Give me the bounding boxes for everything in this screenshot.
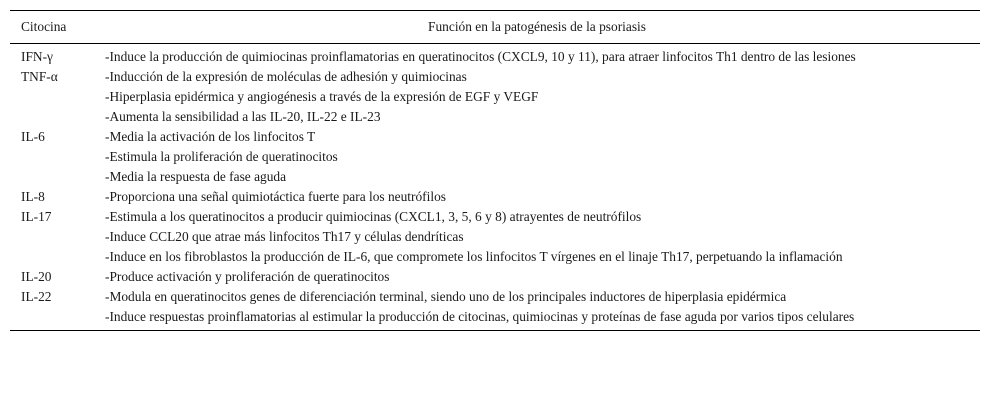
cytokine-table-container [10,10,980,331]
header-row [10,11,980,44]
function-cell [94,287,980,331]
function-line: -Induce la producción de quimiocinas proinflamatorias en queratinocitos (CXCL9, 10 y 11), para atraer linfocitos Th1 dentro de las lesiones [105,49,856,64]
function-line: -Induce respuestas proinflamatorias al estimular la producción de citocinas, quimiocinas y proteínas de fase aguda por varios tipos celulares [105,309,855,324]
function-cell [94,207,980,267]
cytokine-name: IL-17 [21,209,52,224]
table-row-il-6 [10,127,980,187]
function-line: -Media la respuesta de fase aguda [105,169,287,184]
function-cell [94,44,980,68]
header-cytokine: Citocina [10,11,94,44]
cytokine-name: IL-8 [21,189,45,204]
table-body [10,44,980,331]
table-row-tnf-alpha [10,67,980,127]
cytokine-name: TNF-α [21,69,58,84]
table-row-il-8 [10,187,980,207]
cytokine-name: IL-6 [21,129,45,144]
table-row-il-17 [10,207,980,267]
function-line: -Produce activación y proliferación de queratinocitos [105,269,390,284]
cytokine-name: IFN-γ [21,49,53,64]
function-line: -Estimula a los queratinocitos a producir quimiocinas (CXCL1, 3, 5, 6 y 8) atrayentes de neutrófilos [105,209,642,224]
table-row-il-20 [10,267,980,287]
cytokine-function-table [10,10,980,331]
function-cell [94,187,980,207]
function-line: -Hiperplasia epidérmica y angiogénesis a través de la expresión de EGF y VEGF [105,89,539,104]
function-line: -Induce en los fibroblastos la producción de IL-6, que compromete los linfocitos T vírgenes en el linaje Th17, perpetuando la inflamación [105,249,843,264]
function-line: -Aumenta la sensibilidad a las IL-20, IL-22 e IL-23 [105,109,381,124]
function-line: -Modula en queratinocitos genes de diferenciación terminal, siendo uno de los principales inductores de hiperplasia epidérmica [105,289,787,304]
function-cell [94,267,980,287]
function-cell [94,67,980,127]
cytokine-name: IL-20 [21,269,52,284]
function-cell [94,127,980,187]
header-function: Función en la patogénesis de la psoriasis [94,11,980,44]
function-line: -Media la activación de los linfocitos T [105,129,316,144]
table-row-ifn-gamma [10,44,980,68]
table-header [10,11,980,44]
cytokine-name: IL-22 [10,287,94,331]
function-line: -Proporciona una señal quimiotáctica fuerte para los neutrófilos [105,189,446,204]
function-line: -Estimula la proliferación de queratinocitos [105,149,338,164]
function-line: -Induce CCL20 que atrae más linfocitos Th17 y células dendríticas [105,229,464,244]
table-row-il-22 [10,287,980,331]
function-line: -Inducción de la expresión de moléculas de adhesión y quimiocinas [105,69,467,84]
